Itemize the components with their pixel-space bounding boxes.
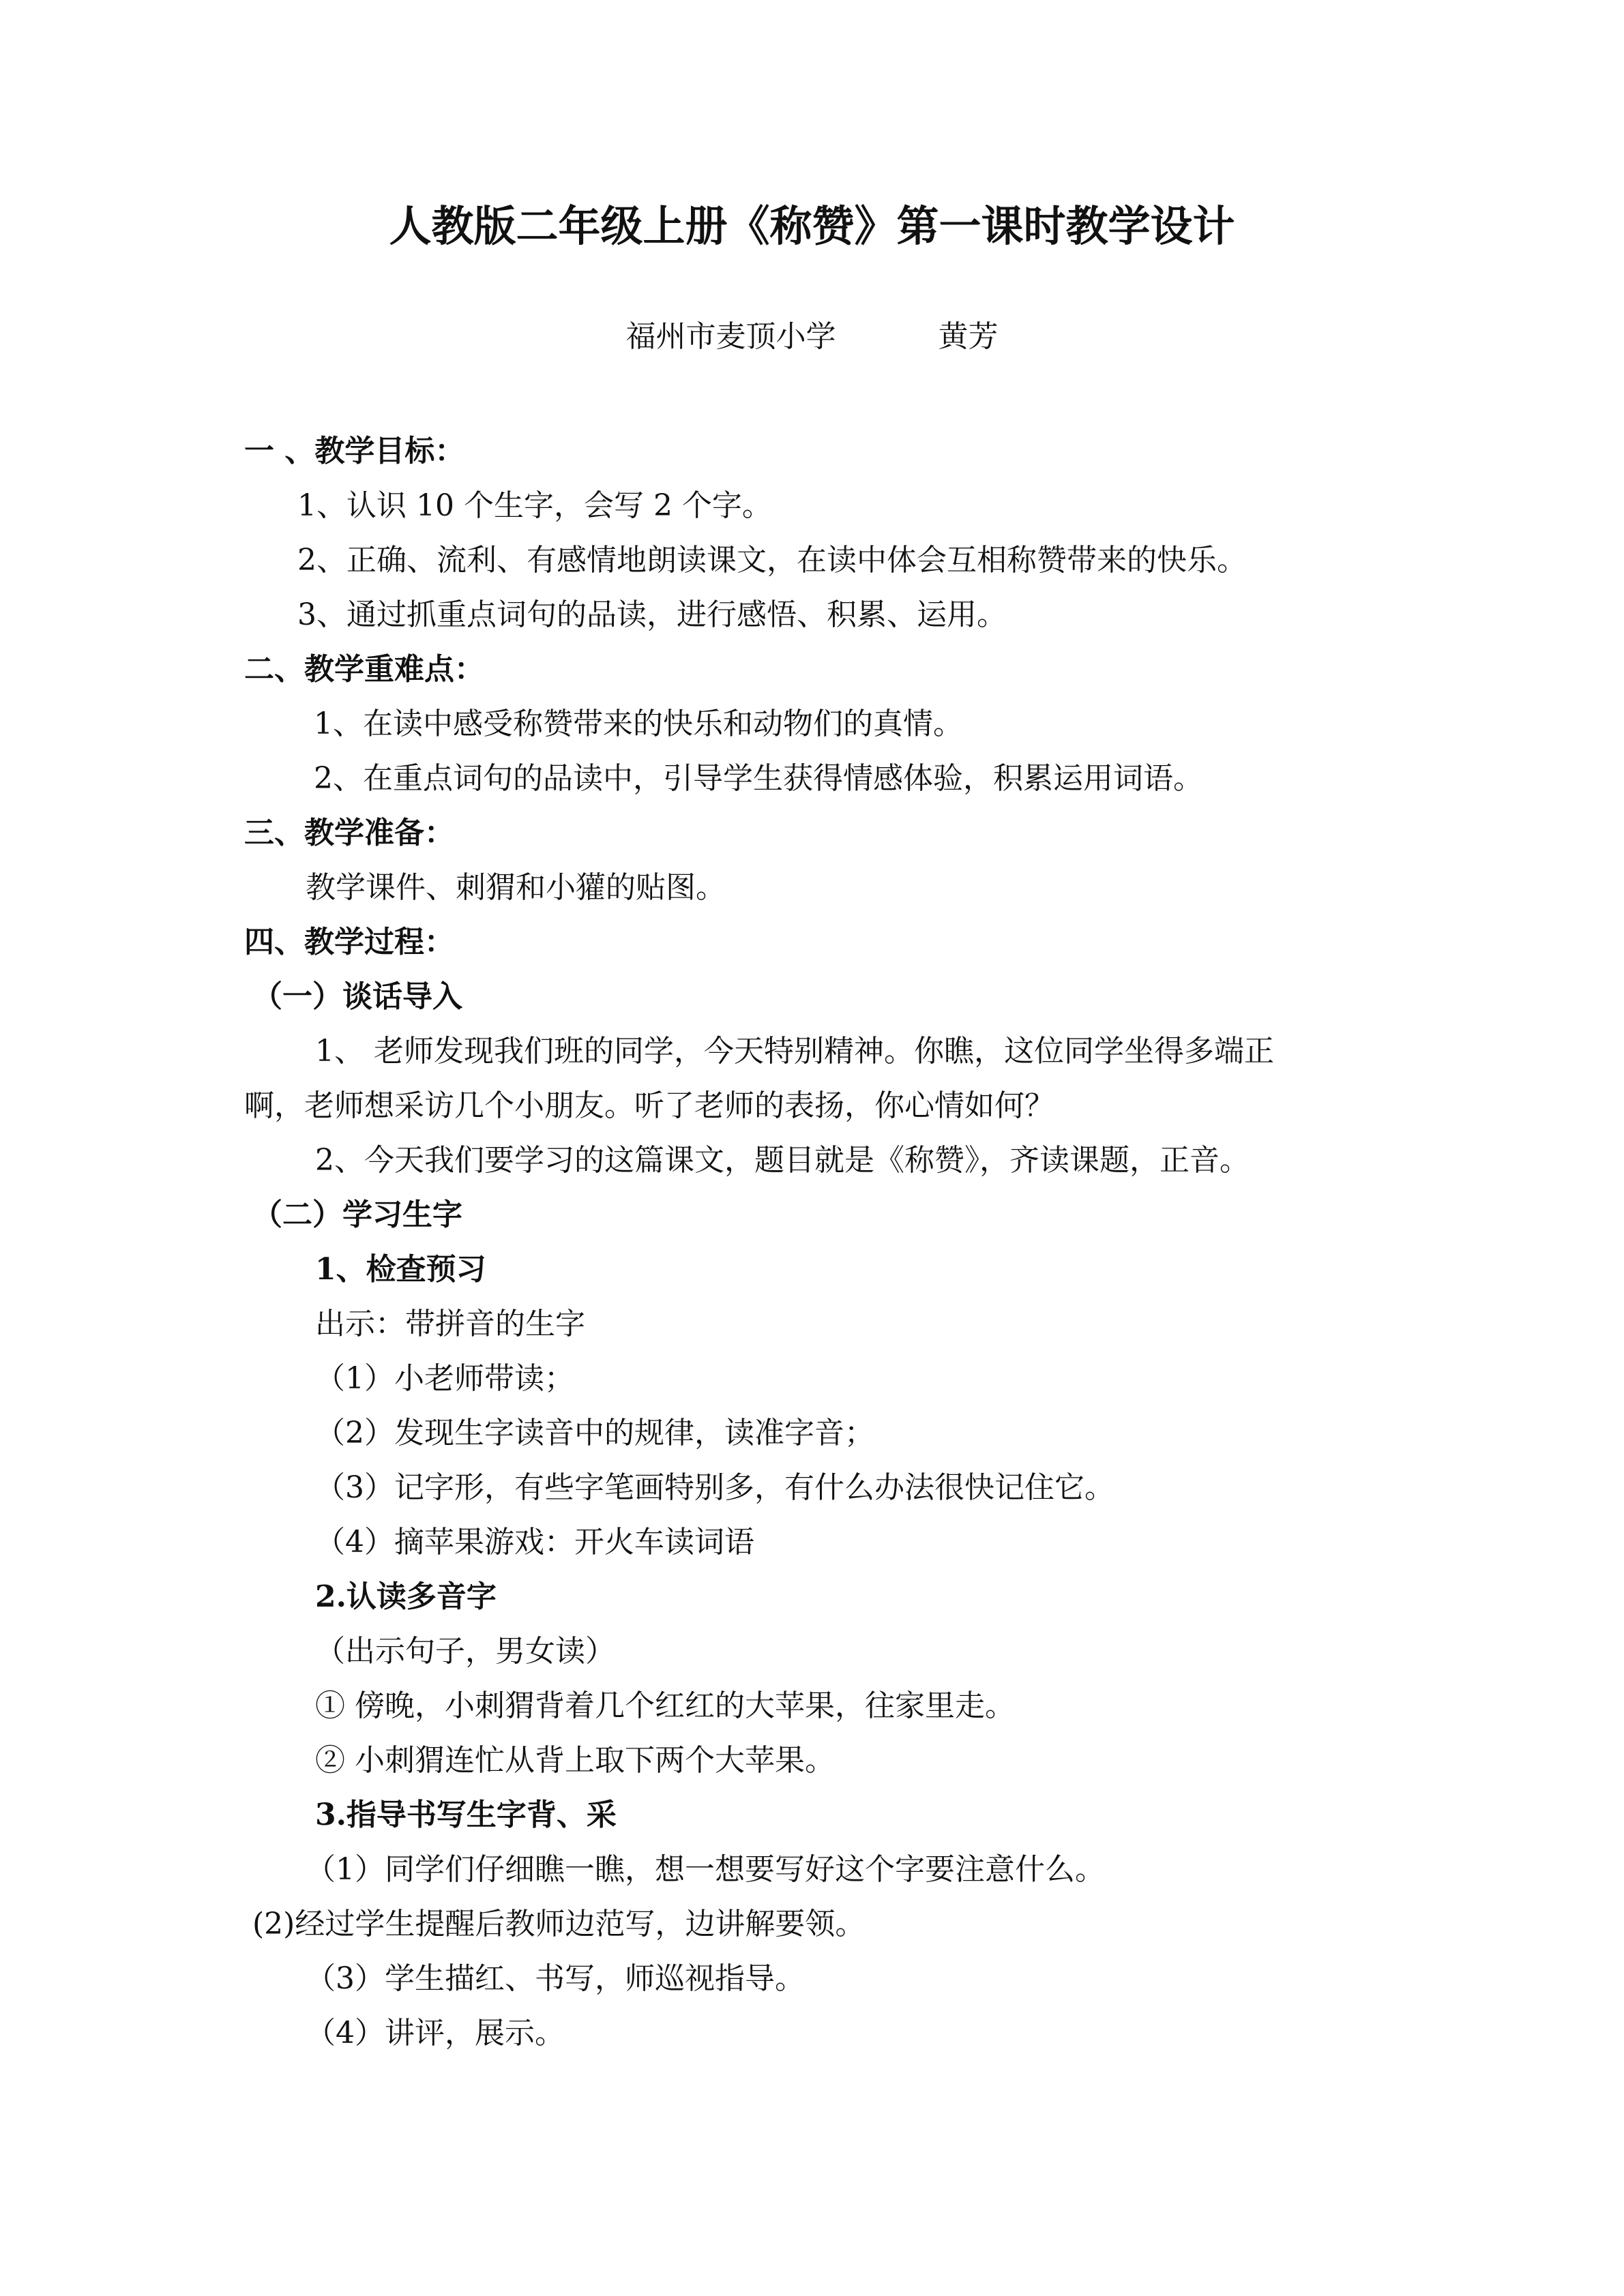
part1-paragraph-1-line-2: 啊，老师想采访几个小朋友。听了老师的表扬，你心情如何？ [244, 1088, 1054, 1123]
author-name: 黄芳 [938, 319, 999, 354]
part2-sub1-item-2: （2）发现生字读音中的规律，读准字音； [315, 1416, 874, 1450]
byline [0, 318, 1624, 356]
part2-sub3-item-1: （1）同学们仔细瞧一瞧，想一想要写好这个字要注意什么。 [306, 1852, 1105, 1887]
part2-sub2-item-2: ② 小刺猬连忙从背上取下两个大苹果。 [315, 1743, 835, 1778]
section3-heading: 三、教学准备： [244, 816, 454, 850]
section1-item-2: 2、正确、流利、有感情地朗读课文，在读中体会互相称赞带来的快乐。 [297, 543, 1247, 578]
document-title: 人教版二年级上册《称赞》第一课时教学设计 [389, 201, 1235, 251]
part2-sub3-heading: 3.指导书写生字背、采 [315, 1798, 617, 1832]
section1-item-3: 3、通过抓重点词句的品读，进行感悟、积累、运用。 [297, 597, 1007, 632]
part2-sub1-lead: 出示：带拼音的生字 [315, 1307, 585, 1341]
section4-heading: 四、教学过程： [244, 925, 454, 959]
part1-heading: （一）谈话导入 [252, 979, 462, 1014]
part2-sub1-heading: 1、检查预习 [315, 1252, 486, 1287]
section1-item-1: 1、认识 10 个生字，会写 2 个字。 [297, 488, 772, 523]
part1-paragraph-1-line-1: 1、 老师发现我们班的同学，今天特别精神。你瞧，这位同学坐得多端正 [315, 1034, 1274, 1069]
school-name: 福州市麦顶小学 [625, 319, 836, 354]
part2-sub1-item-3: （3）记字形，有些字笔画特别多，有什么办法很快记住它。 [315, 1470, 1114, 1505]
section2-item-1: 1、在读中感受称赞带来的快乐和动物们的真情。 [314, 706, 963, 741]
part2-sub1-item-4: （4）摘苹果游戏：开火车读词语 [315, 1525, 754, 1560]
part2-sub3-item-2: (2)经过学生提醒后教师边范写，边讲解要领。 [252, 1907, 866, 1941]
part2-sub3-item-4: （4）讲评，展示。 [306, 2016, 565, 2051]
part2-sub2-heading: 2.认读多音字 [315, 1579, 497, 1614]
part2-sub3-item-3: （3）学生描红、书写，师巡视指导。 [306, 1961, 805, 1996]
section1-heading: 一 、教学目标： [244, 434, 465, 468]
section2-item-2: 2、在重点词句的品读中，引导学生获得情感体验，积累运用词语。 [314, 761, 1203, 796]
part1-paragraph-2: 2、今天我们要学习的这篇课文，题目就是《称赞》，齐读课题，正音。 [315, 1143, 1250, 1178]
part2-sub2-item-1: ① 傍晚，小刺猬背着几个红红的大苹果，往家里走。 [315, 1688, 1015, 1723]
part2-heading: （二）学习生字 [252, 1197, 462, 1232]
section2-heading: 二、教学重难点： [244, 652, 484, 687]
part2-sub1-item-1: （1）小老师带读； [315, 1361, 574, 1396]
part2-sub2-lead: （出示句子，男女读） [315, 1634, 615, 1669]
section3-text: 教学课件、刺猬和小獾的贴图。 [306, 870, 726, 905]
